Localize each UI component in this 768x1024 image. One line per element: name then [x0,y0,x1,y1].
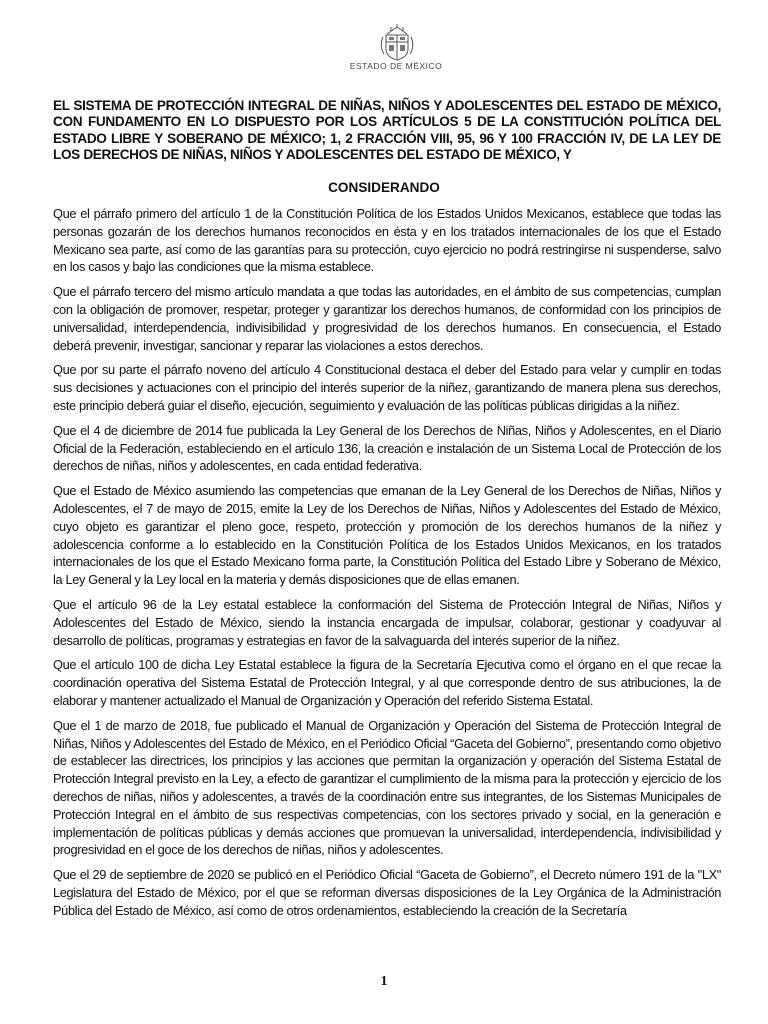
section-title: CONSIDERANDO [328,180,440,195]
paragraph: Que el artículo 100 de dicha Ley Estatal establece la figura de la Secretaría Ejecutiva como el órgano en el que recae la coordinación operativa del Sistema Estatal de Protección Integral, y al que corresponde dentro de sus atribuciones, la de elaborar y mantener actualizado el Manual de Organización y Operación del referido Sistema Estatal. [53,657,721,708]
paragraph: Que el 29 de septiembre de 2020 se publicó en el Periódico Oficial “Gaceta de Gobierno”, el Decreto número 191 de la "LX" Legislatura del Estado de México, por el que se reforman diversas disposiciones de la Ley Orgánica de la Administración Pública del Estado de México, así como de otros ordenamientos, estableciendo la creación de la Secretaría [53,867,721,918]
state-coat-of-arms-icon [374,22,420,62]
paragraph: Que el 4 de diciembre de 2014 fue publicada la Ley General de los Derechos de Niñas, Niños y Adolescentes, en el Diario Oficial de la Federación, estableciendo en el artículo 136, la creación e instalación de un Sistema Local de Protección de los derechos de niñas, niños y adolescentes, en cada entidad federativa. [53,422,721,474]
page-number: 1 [380,974,388,989]
paragraph: Que el 1 de marzo de 2018, fue publicado el Manual de Organización y Operación del Sistema de Protección Integral de Niñas, Niños y Adolescentes del Estado de México, en el Periódico Oficial “Gaceta del Gobierno”, presentando como objetivo de establecer las directrices, los principios y las acciones que permitan la organización y operación del Sistema Estatal de Protección Integral previsto en la Ley, a efecto de garantizar el cumplimiento de la misma para la protección y ejercicio de los derechos de niñas, niños y adolescentes, a través de la coordinación entre sus integrantes, de los Sistemas Municipales de Protección Integral en el ámbito de sus respectivas competencias, con los sectores privado y social, en la generación e implementación de políticas públicas y demás acciones que promuevan la universalidad, interdependencia, indivisibilidad y progresividad en el goce de los derechos de niñas, niños y adolescentes. [53,717,721,858]
paragraph: Que el párrafo tercero del mismo artículo mandata a que todas las autoridades, en el ámbito de sus competencias, cumplan con la obligación de promover, respetar, proteger y garantizar los derechos humanos, de conformidad con los principios de universalidad, interdependencia, indivisibilidad y progresividad de los derechos humanos. En consecuencia, el Estado deberá prevenir, investigar, sancionar y reparar las violaciones a estos derechos. [53,284,721,353]
paragraph: Que por su parte el párrafo noveno del artículo 4 Constitucional destaca el deber del Estado para velar y cumplir en todas sus decisiones y actuaciones con el principio del interés superior de la niñez, garantizando de manera plena sus derechos, este principio deberá guiar el diseño, ejecución, seguimiento y evaluación de las políticas públicas dirigidas a la niñez. [53,362,721,413]
paragraph: Que el artículo 96 de la Ley estatal establece la conformación del Sistema de Protección Integral de Niñas, Niños y Adolescentes del Estado de México, siendo la instancia encargada de impulsar, colaborar, gestionar y coadyuvar al desarrollo de políticas, programas y estrategias en favor de la salvaguarda del interés superior de la niñez. [53,596,721,648]
document-heading: EL SISTEMA DE PROTECCIÓN INTEGRAL DE NIÑAS, NIÑOS Y ADOLESCENTES DEL ESTADO DE MÉXICO, CON FUNDAMENTO EN LO DISPUESTO POR LOS ARTÍCULOS 5 DE LA CONSTITUCIÓN POLÍTICA DEL ESTADO LIBRE Y SOBERANO DE MÉXICO; 1, 2 FRACCIÓN VIII, 95, 96 Y 100 FRACCIÓN IV, DE LA LEY DE LOS DERECHOS DE NIÑAS, NIÑOS Y ADOLESCENTES DEL ESTADO DE MÉXICO, Y [53,98,721,163]
paragraph: Que el Estado de México asumiendo las competencias que emanan de la Ley General de los Derechos de Niñas, Niños y Adolescentes, el 7 de mayo de 2015, emite la Ley de los Derechos de Niñas, Niños y Adolescentes del Estado de México, cuyo objeto es garantizar el pleno goce, respeto, protección y promoción de los derechos humanos de la niñez y adolescencia conforme a lo establecido en la Constitución Política de los Estados Unidos Mexicanos, en los tratados internacionales de los que el Estado Mexicano forma parte, la Constitución Política del Estado Libre y Soberano de México, la Ley General y la Ley local en la materia y demás disposiciones que de ellas emanen. [53,483,721,588]
paragraph: Que el párrafo primero del artículo 1 de la Constitución Política de los Estados Unidos Mexicanos, establece que todas las personas gozarán de los derechos humanos reconocidos en ésta y en los tratados internacionales de los que el Estado Mexicano sea parte, así como de las garantías para su protección, cuyo ejercicio no podrá restringirse ni suspenderse, salvo en los casos y bajo las condiciones que la misma establece. [53,206,721,275]
logo-caption: ESTADO DE MÉXICO [349,61,443,71]
document-body [53,205,721,926]
